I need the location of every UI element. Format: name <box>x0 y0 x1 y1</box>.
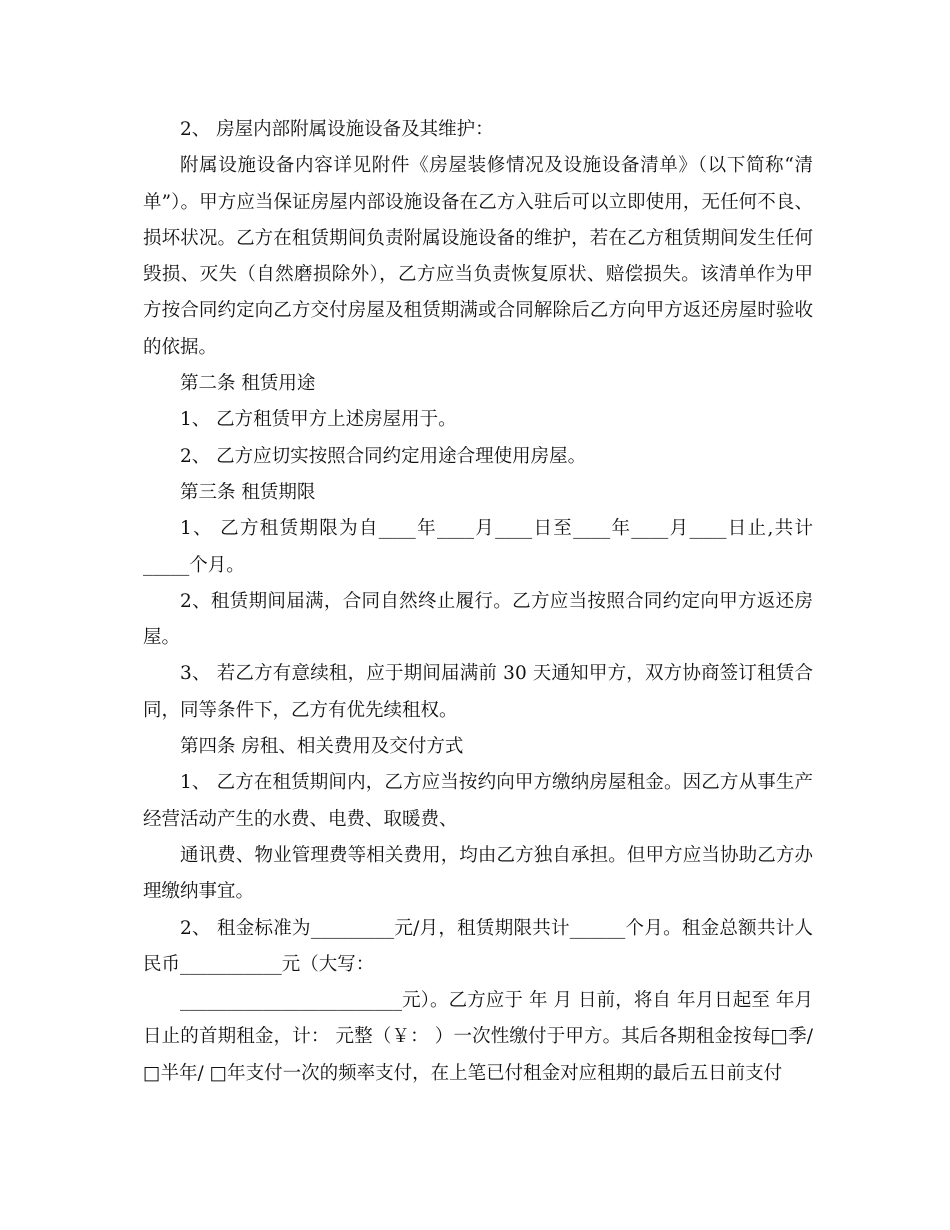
document-body <box>143 112 813 1092</box>
article-3-heading: 第三条 租赁期限 <box>180 481 316 503</box>
article-2-item-1: 1、 乙方租赁甲方上述房屋用于。 <box>180 409 457 431</box>
article-4-item-1: 1、 乙方在租赁期间内，乙方应当按约向甲方缴纳房屋租金。因乙方从事生产经营活动产生的水费、电费、取暖费、 <box>143 772 813 830</box>
article-2-heading: 第二条 租赁用途 <box>180 373 316 395</box>
article-4-item-1-continued: 通讯费、物业管理费等相关费用，均由乙方独自承担。但甲方应当协助乙方办理缴纳事宜。 <box>143 844 813 903</box>
article-4-item-2-continued: ________________________元）。乙方应于 年 月 日前，将自 年月日起至 年月日止的首期租金，计： 元整（￥： ）一次性缴付于甲方。其后各期租金按每□季/□半年/ □年支付一次的频率支付，在上笔已付租金对应租期的最后五日前支付 <box>143 990 813 1084</box>
article-3-item-1: 1、 乙方租赁期限为自____年____月____日至____年____月____日止,共计_____个月。 <box>143 518 813 576</box>
article-3-item-2: 2、租赁期间届满，合同自然终止履行。乙方应当按照合同约定向甲方返还房屋。 <box>143 590 813 649</box>
article-4-heading: 第四条 房租、相关费用及交付方式 <box>180 736 464 758</box>
article-4-item-2: 2、 租金标准为_________元/月，租赁期限共计______个月。租金总额共计人民币___________元（大写： <box>143 917 813 975</box>
facilities-paragraph: 附属设施设备内容详见附件《房屋装修情况及设施设备清单》（以下简称“清单”）。甲方应当保证房屋内部设施设备在乙方入驻后可以立即使用，无任何不良、损坏状况。乙方在租赁期间负责附属设施设备的维护，若在乙方租赁期间发生任何毁损、灭失（自然磨损除外），乙方应当负责恢复原状、赔偿损失。该清单作为甲方按合同约定向乙方交付房屋及租赁期满或合同解除后乙方向甲方返还房屋时验收的依据。 <box>143 155 813 358</box>
article-2-item-2: 2、 乙方应切实按照合同约定用途合理使用房屋。 <box>180 445 587 467</box>
article-3-item-3: 3、 若乙方有意续租，应于期间届满前 30 天通知甲方，双方协商签订租赁合同，同等条件下，乙方有优先续租权。 <box>143 663 813 721</box>
clause-2-facilities-heading: 2、 房屋内部附属设施设备及其维护： <box>180 119 494 140</box>
